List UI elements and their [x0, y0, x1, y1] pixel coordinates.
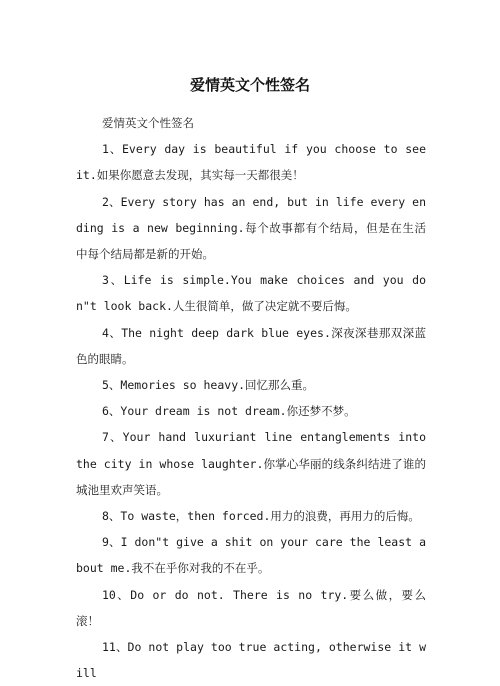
paragraph-1: 1、Every day is beautiful if you choose to see it.如果你愿意去发现，其实每一天都很美！	[76, 142, 426, 183]
paragraph-2: 2、Every story has an end, but in life every ending is a new beginning.每个故事都有个结局，但是在生活中每个结局都是新的开始。	[76, 194, 426, 262]
paragraph-11: 11、Do not play too true acting, otherwise it will	[76, 640, 426, 681]
paragraph-3: 3、Life is simple.You make choices and you don"t look back.人生很简单，做了决定就不要后悔。	[76, 273, 426, 314]
paragraph-10: 10、Do or do not. There is no try.要么做，要么滚！	[76, 587, 426, 628]
paragraph-7: 7、Your hand luxuriant line entanglements into the city in whose laughter.你掌心华丽的线条纠结进了谁的城池里欢声笑语。	[76, 430, 426, 497]
paragraph-subtitle: 爱情英文个性签名	[102, 116, 194, 130]
document-title: 爱情英文个性签名	[189, 76, 310, 94]
paragraph-6: 6、Your dream is not dream.你还梦不梦。	[102, 404, 356, 419]
paragraph-5: 5、Memories so heavy.回忆那么重。	[102, 378, 315, 393]
document-body	[76, 110, 426, 686]
paragraph-8: 8、To waste，then forced.用力的浪费，再用力的后悔。	[102, 509, 420, 524]
paragraph-9: 9、I don"t give a shit on your care the least about me.我不在乎你对我的不在乎。	[76, 535, 426, 576]
paragraph-4: 4、The night deep dark blue eyes.深夜深巷那双深蓝色的眼睛。	[76, 325, 426, 366]
